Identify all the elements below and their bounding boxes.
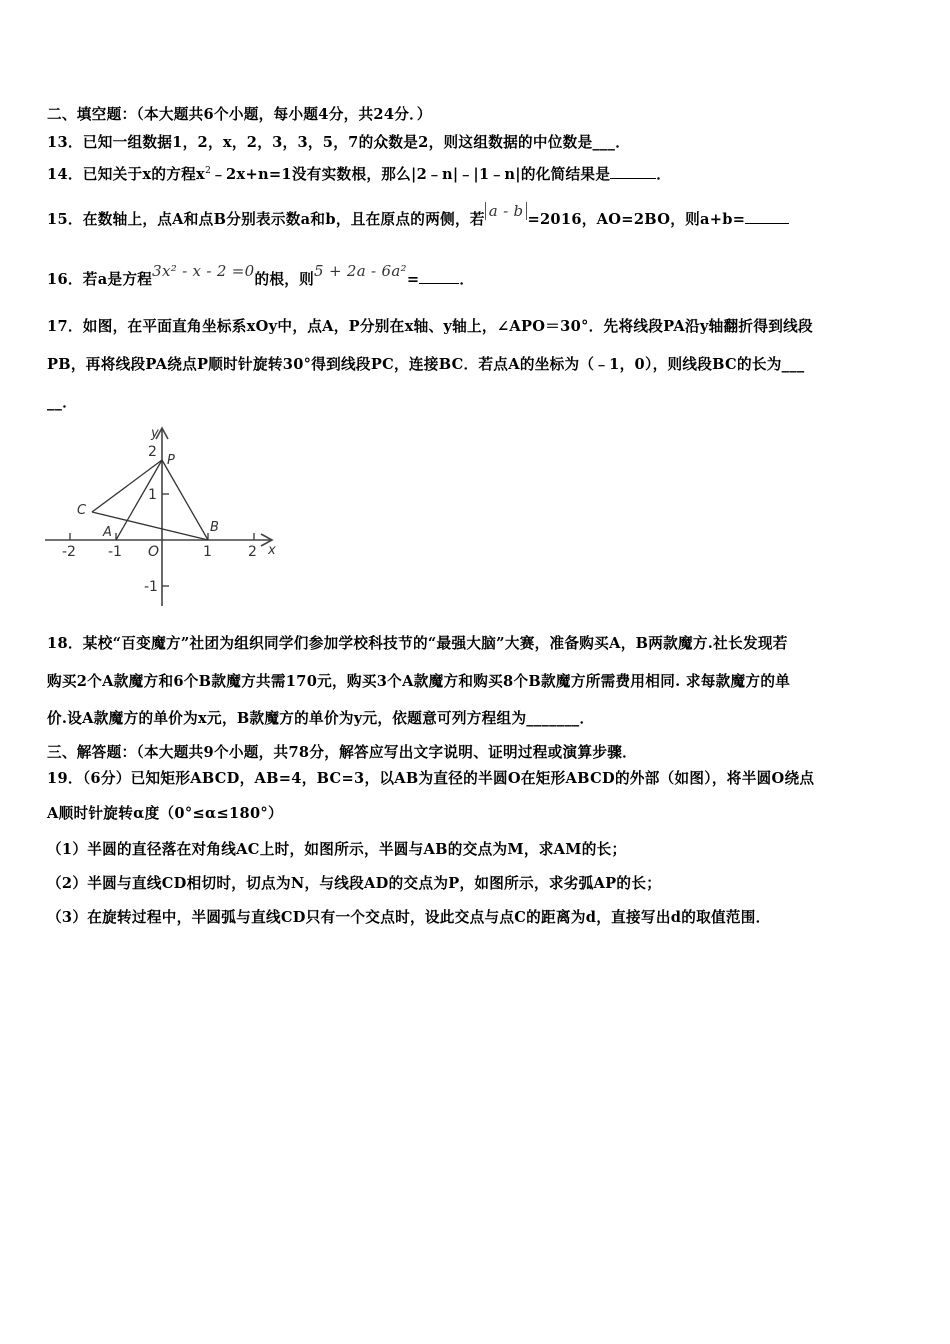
x-tick-label: 2 xyxy=(248,544,257,560)
segment-PB xyxy=(162,460,208,540)
q14-answer-blank xyxy=(610,177,656,179)
q14-end: ． xyxy=(656,166,672,183)
q14-text-2: ﹣2x+n=1没有实数根，那么|2﹣n|﹣|1﹣n|的化简结果是 xyxy=(211,166,611,183)
q16-text-1: 16．若a是方程 xyxy=(47,271,153,288)
q16-expression: 5 + 2a - 6a² xyxy=(314,262,407,280)
q16-text-3: = xyxy=(406,271,420,288)
question-13: 13．已知一组数据1，2，x，2，3，3，5，7的众数是2，则这组数据的中位数是___． xyxy=(47,134,631,151)
question-16 xyxy=(47,262,475,289)
coordinate-figure xyxy=(40,420,290,610)
q15-abs-formula: a - b xyxy=(485,202,528,220)
question-17-line-2: PB，再将线段PA绕点P顺时针旋转30°得到线段PC，连接BC．若点A的坐标为（﹣1，0），则线段BC的长为___ xyxy=(47,356,805,373)
point-B-label: B xyxy=(210,520,219,535)
x-tick-label: -2 xyxy=(62,544,76,560)
question-19-part-3: （3）在旋转过程中，半圆弧与直线CD只有一个交点时，设此交点与点C的距离为d，直接写出d的取值范围． xyxy=(47,909,771,926)
question-19-part-1: （1）半圆的直径落在对角线AC上时，如图所示，半圆与AB的交点为M，求AM的长； xyxy=(47,841,627,858)
question-19-part-2: （2）半圆与直线CD相切时，切点为N，与线段AD的交点为P，如图所示，求劣弧AP的长； xyxy=(47,875,662,892)
point-C-label: C xyxy=(77,503,87,518)
question-17-line-1: 17．如图，在平面直角坐标系xOy中，点A，P分别在x轴、y轴上，∠APO＝30°．先将线段PA沿y轴翻折得到线段 xyxy=(47,318,813,335)
origin-label: O xyxy=(148,544,160,560)
y-axis-label: y xyxy=(151,426,159,441)
q16-answer-blank xyxy=(419,282,459,284)
q15-text-2: =2016，AO=2BO，则a+b= xyxy=(527,211,746,228)
x-tick-label: 1 xyxy=(203,544,212,560)
section-3-heading: 三、解答题：（本大题共9个小题，共78分，解答应写出文字说明、证明过程或演算步骤． xyxy=(47,744,638,761)
y-tick-label: -1 xyxy=(144,579,158,595)
segment-PC xyxy=(92,460,162,512)
q16-end: ． xyxy=(459,271,475,288)
x-tick-label: -1 xyxy=(108,544,122,560)
question-15 xyxy=(47,202,789,229)
q16-equation: 3x² - x - 2 =0 xyxy=(152,262,255,280)
q15-answer-blank xyxy=(745,222,789,224)
question-14 xyxy=(47,163,671,184)
question-18-line-2: 购买2个A款魔方和6个B款魔方共需170元，购买3个A款魔方和购买8个B款魔方所需费用相同. 求每款魔方的单 xyxy=(47,673,791,690)
section-2-heading: 二、填空题：（本大题共6个小题，每小题4分，共24分．） xyxy=(47,106,432,123)
q15-text-1: 15．在数轴上，点A和点B分别表示数a和b，且在原点的两侧，若 xyxy=(47,211,485,228)
y-tick-label: 1 xyxy=(148,487,157,503)
question-19-line-2: A顺时针旋转α度（0°≤α≤180°） xyxy=(47,805,283,822)
q14-exponent: 2 xyxy=(205,166,212,176)
point-A-label: A xyxy=(103,525,112,540)
question-19-line-1: 19．（6分）已知矩形ABCD，AB=4，BC=3，以AB为直径的半圆O在矩形ABCD的外部（如图），将半圆O绕点 xyxy=(47,770,815,787)
x-axis-label: x xyxy=(268,543,276,558)
point-P-label: P xyxy=(167,453,175,468)
question-18-line-1: 18．某校“百变魔方”社团为组织同学们参加学校科技节的“最强大脑”大赛，准备购买A，B两款魔方.社长发现若 xyxy=(47,635,788,652)
question-18-line-3: 价.设A款魔方的单价为x元，B款魔方的单价为y元，依题意可列方程组为_______． xyxy=(47,710,595,727)
q16-text-2: 的根，则 xyxy=(254,271,315,288)
q14-text-1: 14．已知关于x的方程x xyxy=(47,166,206,183)
question-17-line-3: __． xyxy=(47,394,78,411)
y-tick-label: 2 xyxy=(148,444,157,460)
